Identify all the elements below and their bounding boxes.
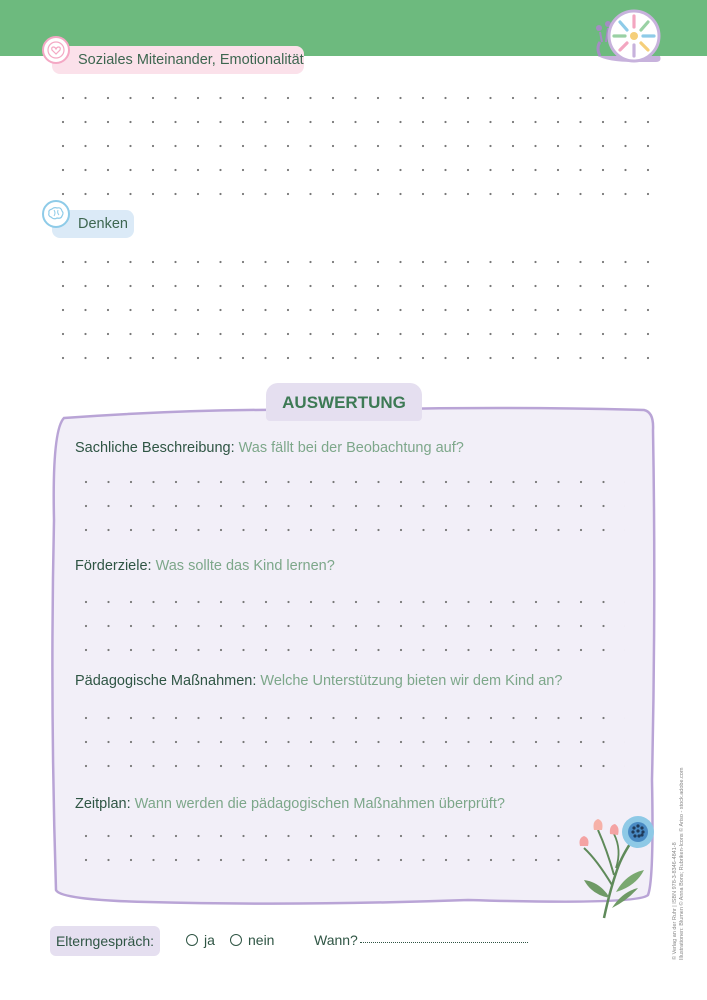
copyright-credits [672, 660, 686, 960]
question-text: Wann werden die pädagogischen Maßnahmen überprüft? [134, 796, 505, 812]
option-nein[interactable] [230, 932, 274, 948]
question-zeitplan [75, 796, 505, 812]
question-key: Förderziele: [75, 558, 152, 574]
dot-grid-social [55, 90, 655, 200]
question-sachliche-beschreibung [75, 440, 464, 456]
auswertung-title-text: AUSWERTUNG [282, 393, 406, 412]
auswertung-title [266, 383, 422, 421]
credits-line-1: © Verlag an der Ruhr | ISBN 978-3-8346-4841-8 [672, 842, 678, 960]
dot-grid-denken [55, 254, 655, 364]
snail-logo-icon [594, 8, 664, 66]
brain-icon [42, 200, 70, 228]
credits-line-2: Illustrationen: Blumen © Anna Bons; Rubriken-Icons © Ariso - stock.adobe.com [679, 767, 685, 960]
flower-illustration-icon [562, 800, 662, 920]
elterngespraech-text: Elterngespräch: [55, 933, 155, 949]
dot-grid-q3 [80, 712, 630, 782]
question-text: Welche Unterstützung bieten wir dem Kind an? [260, 673, 563, 689]
dot-grid-q4 [80, 830, 570, 880]
option-nein-label: nein [248, 932, 275, 948]
question-text: Was fällt bei der Beobachtung auf? [238, 440, 464, 456]
dot-grid-q1 [80, 476, 630, 546]
question-key: Sachliche Beschreibung: [75, 440, 235, 456]
elterngespraech-label [50, 926, 160, 956]
section-social-text: Soziales Miteinander, Emotionalität [78, 52, 304, 68]
question-key: Zeitplan: [75, 796, 131, 812]
question-text: Was sollte das Kind lernen? [155, 558, 335, 574]
option-ja-label: ja [204, 932, 215, 948]
question-key: Pädagogische Maßnahmen: [75, 673, 257, 689]
radio-circle-icon[interactable] [186, 934, 198, 946]
wann-field[interactable] [314, 932, 528, 948]
question-foerderziele [75, 558, 335, 574]
section-social-label [52, 46, 304, 74]
wann-dotted-line[interactable] [360, 942, 528, 943]
option-ja[interactable] [186, 932, 215, 948]
section-denken-text: Denken [78, 216, 128, 232]
wann-label: Wann? [314, 932, 358, 948]
heart-icon [42, 36, 70, 64]
radio-circle-icon[interactable] [230, 934, 242, 946]
dot-grid-q2 [80, 596, 630, 666]
question-massnahmen [75, 673, 562, 689]
